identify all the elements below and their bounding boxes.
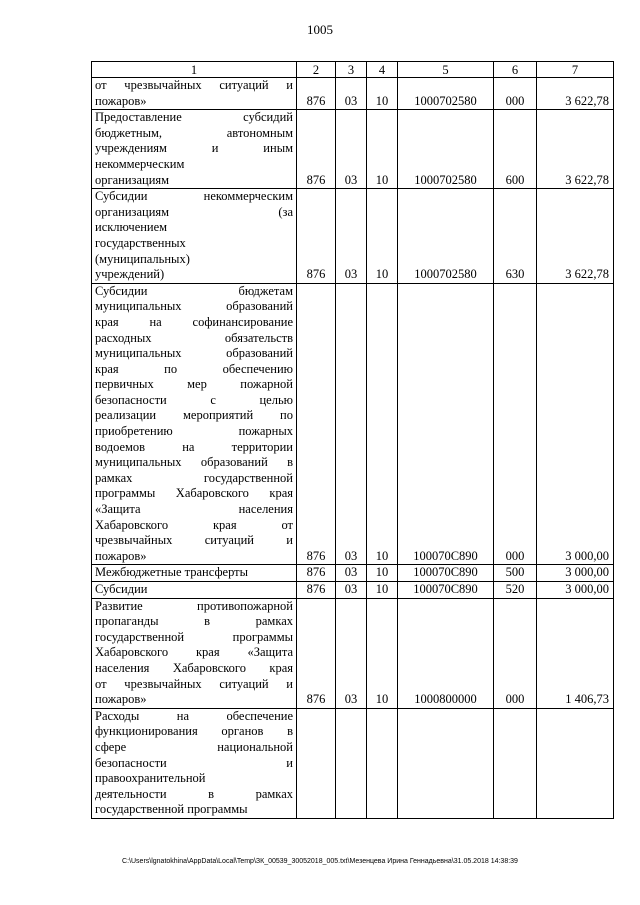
subsection-code-cell: 10 [367, 565, 398, 582]
section-code-cell: 03 [336, 283, 367, 565]
description-line: сфере национальной [95, 739, 293, 754]
ministry-code-cell: 876 [297, 283, 336, 565]
ministry-code-cell: 876 [297, 598, 336, 708]
description-line: Предоставление субсидий [95, 110, 293, 125]
subsection-code-cell: 10 [367, 78, 398, 110]
ministry-code-cell [297, 708, 336, 818]
row-description [92, 598, 297, 708]
description-line: пожаров» [95, 692, 147, 707]
table-row [92, 708, 614, 818]
description-line: приобретению пожарных [95, 424, 293, 439]
ministry-code-cell: 876 [297, 78, 336, 110]
table-header-row [92, 62, 614, 78]
amount-cell: 1 406,73 [537, 598, 614, 708]
subsection-code-cell: 10 [367, 598, 398, 708]
column-header: 1 [92, 62, 297, 78]
column-header: 3 [336, 62, 367, 78]
description-line: от чрезвычайных ситуаций и [95, 676, 293, 691]
ministry-code-cell: 876 [297, 189, 336, 284]
amount-cell: 3 000,00 [537, 582, 614, 599]
description-line: программы Хабаровского края [95, 486, 293, 501]
expense-type-cell: 600 [494, 110, 537, 189]
subsection-code-cell: 10 [367, 189, 398, 284]
column-header: 7 [537, 62, 614, 78]
amount-cell: 3 000,00 [537, 565, 614, 582]
description-line: Расходы на обеспечение [95, 708, 293, 723]
target-article-cell: 1000800000 [398, 598, 494, 708]
expense-type-cell: 630 [494, 189, 537, 284]
description-line: правоохранительной [95, 771, 206, 786]
description-line: безопасности с целью [95, 392, 293, 407]
description-line: Межбюджетные трансферты [95, 565, 249, 580]
description-line: Хабаровского края «Защита [95, 645, 293, 660]
row-description [92, 78, 297, 110]
description-line: Субсидии бюджетам [95, 283, 293, 298]
description-line: государственной программы [95, 802, 248, 817]
description-line: Хабаровского края от [95, 517, 293, 532]
description-line: Субсидии некоммерческим [95, 189, 293, 204]
column-header: 5 [398, 62, 494, 78]
description-line: водоемов на территории [95, 439, 293, 454]
subsection-code-cell: 10 [367, 110, 398, 189]
column-header: 6 [494, 62, 537, 78]
row-description [92, 565, 297, 582]
expense-type-cell: 000 [494, 283, 537, 565]
amount-cell: 3 000,00 [537, 283, 614, 565]
row-description [92, 110, 297, 189]
section-code-cell [336, 708, 367, 818]
subsection-code-cell [367, 708, 398, 818]
amount-cell [537, 708, 614, 818]
target-article-cell [398, 708, 494, 818]
target-article-cell: 100070С890 [398, 283, 494, 565]
description-line: муниципальных образований [95, 299, 293, 314]
amount-cell: 3 622,78 [537, 110, 614, 189]
ministry-code-cell: 876 [297, 110, 336, 189]
table-row [92, 283, 614, 565]
page-number: 1005 [307, 22, 333, 37]
expense-type-cell: 000 [494, 78, 537, 110]
expense-type-cell [494, 708, 537, 818]
description-line: первичных мер пожарной [95, 377, 293, 392]
description-line: края по обеспечению [95, 361, 293, 376]
description-line: реализации мероприятий по [95, 408, 293, 423]
section-code-cell: 03 [336, 78, 367, 110]
description-line: (муниципальных) [95, 251, 190, 266]
table-row [92, 78, 614, 110]
description-line: государственной программы [95, 629, 293, 644]
table-row [92, 110, 614, 189]
description-line: расходных обязательств [95, 330, 293, 345]
ministry-code-cell: 876 [297, 582, 336, 599]
row-description [92, 189, 297, 284]
description-line: безопасности и [95, 755, 293, 770]
description-line: Развитие противопожарной [95, 598, 293, 613]
description-line: учреждений) [95, 267, 165, 282]
target-article-cell: 1000702580 [398, 110, 494, 189]
description-line: деятельности в рамках [95, 786, 293, 801]
description-line: пропаганды в рамках [95, 614, 293, 629]
target-article-cell: 100070С890 [398, 565, 494, 582]
description-line: от чрезвычайных ситуаций и [95, 78, 293, 92]
description-line: исключением [95, 220, 168, 235]
section-code-cell: 03 [336, 565, 367, 582]
expense-type-cell: 500 [494, 565, 537, 582]
description-line: функционирования органов в [95, 724, 293, 739]
table-row [92, 582, 614, 599]
table-row [92, 565, 614, 582]
subsection-code-cell: 10 [367, 582, 398, 599]
row-description [92, 283, 297, 565]
column-header: 2 [297, 62, 336, 78]
expense-type-cell: 520 [494, 582, 537, 599]
amount-cell: 3 622,78 [537, 189, 614, 284]
ministry-code-cell: 876 [297, 565, 336, 582]
description-line: чрезвычайных ситуаций и [95, 533, 293, 548]
section-code-cell: 03 [336, 598, 367, 708]
description-line: населения Хабаровского края [95, 660, 293, 675]
footer-file-path: C:\Users\lgnatokhina\AppData\Local\Temp\ЗК_00539_30052018_005.txt\Мезенцева Ирина Геннадьевна\31.05.2018 14:38:39 [122, 858, 518, 865]
target-article-cell: 100070С890 [398, 582, 494, 599]
description-line: «Защита населения [95, 502, 293, 517]
description-line: Субсидии [95, 582, 148, 596]
description-line: государственных [95, 235, 186, 250]
section-code-cell: 03 [336, 582, 367, 599]
description-line: муниципальных образований в [95, 455, 293, 470]
description-line: края на софинансирование [95, 314, 293, 329]
subsection-code-cell: 10 [367, 283, 398, 565]
description-line: пожаров» [95, 548, 147, 563]
description-line: муниципальных образований [95, 346, 293, 361]
budget-table [91, 61, 614, 819]
target-article-cell: 1000702580 [398, 189, 494, 284]
column-header: 4 [367, 62, 398, 78]
row-description [92, 708, 297, 818]
description-line: пожаров» [95, 93, 147, 108]
description-line: учреждениям и иным [95, 141, 293, 156]
description-line: рамках государственной [95, 470, 293, 485]
table-row [92, 598, 614, 708]
description-line: организациям [95, 172, 170, 187]
expense-type-cell: 000 [494, 598, 537, 708]
table-row [92, 189, 614, 284]
row-description [92, 582, 297, 599]
description-line: организациям (за [95, 204, 293, 219]
description-line: некоммерческим [95, 156, 185, 171]
target-article-cell: 1000702580 [398, 78, 494, 110]
section-code-cell: 03 [336, 189, 367, 284]
description-line: бюджетным, автономным [95, 125, 293, 140]
section-code-cell: 03 [336, 110, 367, 189]
amount-cell: 3 622,78 [537, 78, 614, 110]
